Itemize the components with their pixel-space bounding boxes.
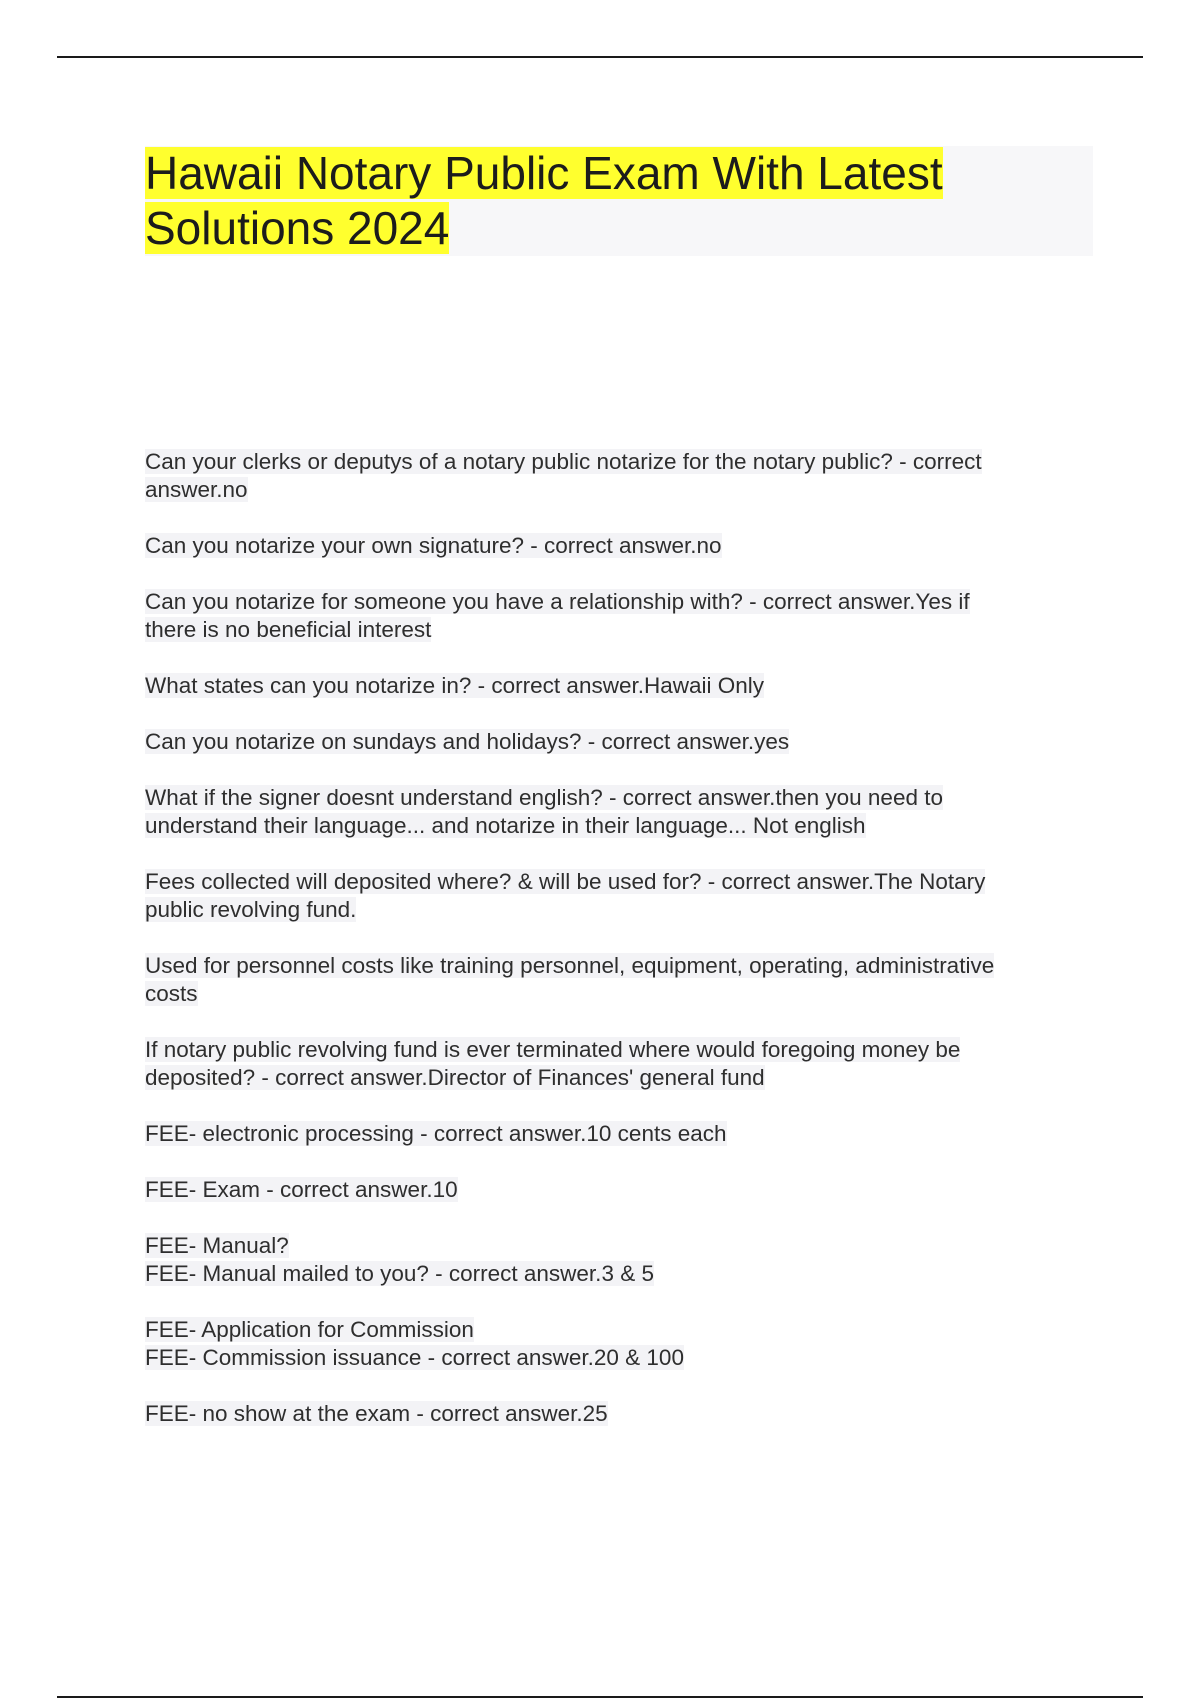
qa-item: FEE- electronic processing - correct answer.10 cents each [145, 1121, 727, 1146]
qa-item: Can you notarize on sundays and holidays? - correct answer.yes [145, 729, 790, 754]
qa-item: What states can you notarize in? - correct answer.Hawaii Only [145, 673, 765, 698]
qa-item: Can you notarize your own signature? - correct answer.no [145, 533, 722, 558]
qa-item: Can your clerks or deputys of a notary public notarize for the notary public? - correct answer.no [145, 449, 982, 502]
qa-item: Fees collected will deposited where? & will be used for? - correct answer.The Notary public revolving fund. [145, 869, 986, 922]
qa-item: Used for personnel costs like training personnel, equipment, operating, administrative costs [145, 953, 995, 1006]
top-rule [57, 56, 1143, 58]
qa-item: FEE- no show at the exam - correct answer.25 [145, 1401, 608, 1426]
qa-item: FEE- Exam - correct answer.10 [145, 1177, 458, 1202]
qa-item: If notary public revolving fund is ever terminated where would foregoing money be deposited? - correct answer.Director of Finances' general fund [145, 1037, 961, 1090]
qa-item: FEE- Manual? FEE- Manual mailed to you? - correct answer.3 & 5 [145, 1233, 654, 1286]
document-title-line-1: Hawaii Notary Public Exam With Latest [145, 147, 943, 199]
document-title-line-2: Solutions 2024 [145, 202, 450, 254]
title-block [145, 146, 1093, 256]
qa-item: Can you notarize for someone you have a relationship with? - correct answer.Yes if there is no beneficial interest [145, 589, 970, 642]
document-title [145, 146, 1093, 256]
qa-item: FEE- Application for Commission FEE- Commission issuance - correct answer.20 & 100 [145, 1317, 684, 1370]
bottom-rule [57, 1696, 1143, 1698]
qa-list [145, 448, 1075, 1456]
qa-item: What if the signer doesnt understand english? - correct answer.then you need to understand their language... and notarize in their language... Not english [145, 785, 943, 838]
